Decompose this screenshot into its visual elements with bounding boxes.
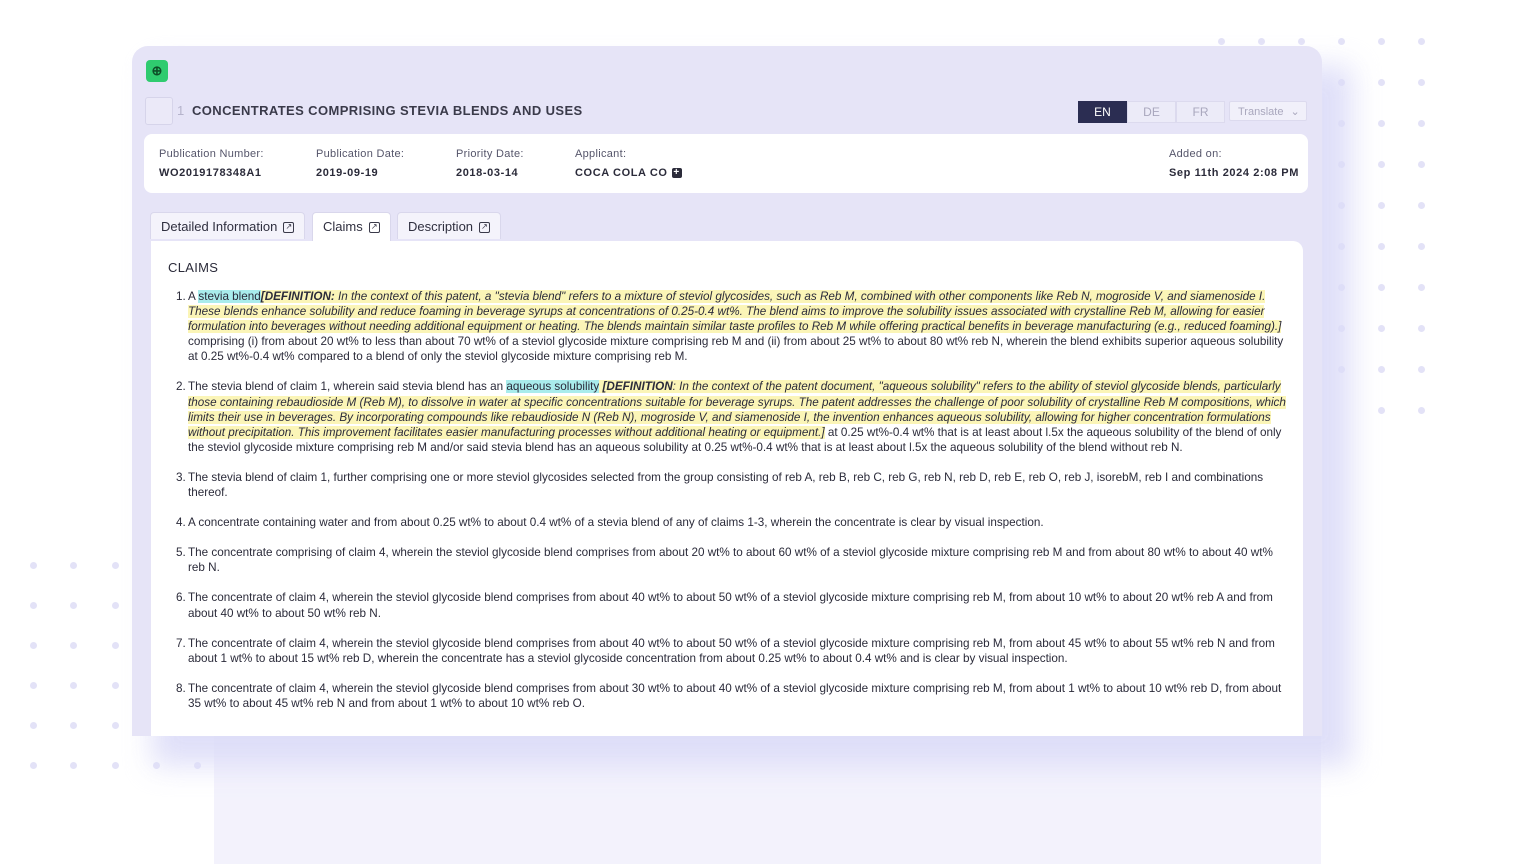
select-checkbox[interactable] — [145, 97, 173, 125]
language-en-button[interactable]: EN — [1078, 101, 1127, 123]
publication-number-field — [159, 148, 264, 179]
publication-date-field — [316, 148, 404, 179]
tab-label: Detailed Information — [161, 219, 278, 234]
definition-annotation — [188, 290, 1281, 333]
claim-item — [167, 681, 1287, 711]
claims-list — [167, 289, 1287, 726]
applicant-field — [575, 148, 682, 179]
external-link-icon: ↗ — [369, 222, 380, 233]
claim-text: A concentrate containing water and from about 0.25 wt% to about 0.4 wt% of a stevia blend of any of claims 1-3, wherein the concentrate is clear by visual inspection. — [188, 516, 1044, 530]
added-on-label: Added on: — [1169, 148, 1222, 160]
definition-text: : In the context of the patent document, "aqueous solubility" refers to the ability of steviol glycoside blends, particularly those containing rebaudioside M (Reb M), to dissolve in water at specific concentrations suitable for beverage syrups. The patent addresses the challenge of poor solubility of crystalline Reb M compositions, which limits their use in beverages. By incorporating compounds like rebaudioside N (Reb N), mogroside V, and siamenoside I, the invention enhances aqueous solubility, allowing for higher concentration formulations without precipitation. This improvement facilitates easier manufacturing processes without additional heating or equipment.] — [188, 380, 1286, 439]
claims-heading: CLAIMS — [168, 260, 219, 275]
claim-number: 6. — [176, 591, 186, 605]
priority-date-value: 2018-03-14 — [456, 167, 519, 179]
patent-card — [132, 46, 1322, 736]
highlighted-term[interactable]: stevia blend — [198, 290, 261, 303]
claim-text: The concentrate of claim 4, wherein the steviol glycoside blend comprises from about 40 wt% to about 50 wt% of a steviol glycoside mixture comprising reb M, from about 10 wt% to about 20 wt% reb A and from about 40 wt% to about 50 wt% reb N. — [188, 591, 1273, 620]
claim-number: 5. — [176, 546, 186, 560]
publication-number-label: Publication Number: — [159, 148, 264, 160]
patent-title: CONCENTRATES COMPRISING STEVIA BLENDS AND USES — [192, 103, 583, 118]
claim-number: 1. — [176, 290, 186, 303]
claim-text: The concentrate comprising of claim 4, wherein the steviol glycoside blend comprises from about 20 wt% to about 60 wt% of a steviol glycoside mixture comprising reb M and from about 80 wt% to about 40 wt% reb N. — [188, 546, 1273, 575]
applicant-label: Applicant: — [575, 148, 627, 160]
claim-number: 4. — [176, 516, 186, 530]
claim-text: The stevia blend of claim 1, further comprising one or more steviol glycosides selected from the group consisting of reb A, reb B, reb C, reb G, reb N, reb D, reb E, reb O, reb J, isorebM, reb I and combinations thereof. — [188, 470, 1264, 500]
add-applicant-icon[interactable]: + — [673, 167, 680, 179]
highlighted-term[interactable]: aqueous solubility — [506, 380, 600, 394]
publication-number-value: WO2019178348A1 — [159, 167, 262, 179]
publication-date-label: Publication Date: — [316, 148, 405, 160]
tab-claims[interactable] — [312, 212, 391, 242]
patent-info-bar — [144, 134, 1308, 193]
added-on-value: Sep 11th 2024 2:08 PM — [1169, 167, 1299, 179]
language-fr-button[interactable]: FR — [1176, 101, 1225, 123]
claim-text: A — [188, 290, 199, 303]
external-link-icon: ↗ — [479, 222, 490, 233]
claim-item — [167, 289, 1287, 364]
priority-date-label: Priority Date: — [456, 148, 524, 160]
claim-item — [167, 515, 1287, 530]
tab-label: Claims — [323, 219, 363, 234]
definition-text: In the context of this patent, a "stevia blend" refers to a mixture of steviol glycosides, such as Reb M, combined with other components like Reb N, mogroside V, and siamenoside I. These blends enhance solubility and reduce foaming in beverage syrups at concentrations of 0.25-0.4 wt%. The blend aims to improve the solubility issues associated with crystalline Reb M, allowing for easier formulation into beverages without needing additional equipment or heating. The blends maintain similar taste profiles to Reb M while offering practical benefits in beverage manufacturing (e.g., reduced foaming).] — [188, 290, 1282, 334]
tab-detailed-information[interactable] — [150, 212, 305, 239]
added-on-field — [1169, 148, 1299, 179]
claim-item — [167, 470, 1287, 500]
language-switcher — [1078, 101, 1225, 123]
claim-text: The stevia blend of claim 1, wherein said stevia blend has an — [188, 380, 507, 394]
tab-label: Description — [408, 219, 474, 234]
claim-item — [167, 545, 1287, 575]
chevron-down-icon: ⌄ — [1290, 106, 1300, 118]
claim-text: The concentrate of claim 4, wherein the steviol glycoside blend comprises from about 40 wt% to about 50 wt% of a steviol glycoside mixture comprising reb M, from about 45 wt% to about 55 wt% reb N and from about 1 wt% to about 15 wt% reb D, wherein the concentrate has a steviol glycoside concentration from about 0.25 wt% to about 0.4 wt% and is clear by visual inspection. — [188, 636, 1275, 665]
claims-panel — [151, 241, 1303, 736]
claim-number: 3. — [176, 470, 186, 484]
claim-text: at 0.25 wt%-0.4 wt% that is at least about l.5x the aqueous solubility of the blend of only the steviol glycoside mixture comprising reb M and/or said stevia blend has an aqueous solubility at 0.25 wt%-0.4 wt% that is at least about l.5x the aqueous solubility of the blend without reb N. — [188, 425, 1282, 454]
publication-date-value: 2019-09-19 — [316, 167, 379, 179]
language-de-button[interactable]: DE — [1127, 101, 1176, 123]
claim-number: 7. — [176, 636, 186, 650]
claim-number: 2. — [176, 380, 186, 394]
claim-item — [167, 636, 1287, 666]
applicant-row — [575, 167, 682, 179]
claim-item — [167, 379, 1287, 454]
definition-label: [DEFINITION — [599, 380, 673, 394]
claim-number: 8. — [176, 681, 186, 695]
translate-label: Translate — [1238, 106, 1284, 118]
tab-description[interactable] — [397, 212, 501, 239]
claim-text: The concentrate of claim 4, wherein the steviol glycoside blend comprises from about 30 wt% to about 40 wt% of a steviol glycoside mixture comprising reb M, from about 1 wt% to about 10 wt% reb D, from about 35 wt% to about 45 wt% reb N and from about 1 wt% to about 10 wt% reb O. — [188, 681, 1282, 710]
globe-icon[interactable]: ⊕ — [146, 60, 168, 82]
translate-dropdown[interactable] — [1229, 101, 1307, 121]
row-number: 1 — [177, 103, 185, 118]
external-link-icon: ↗ — [283, 222, 294, 233]
claim-item — [167, 590, 1287, 620]
applicant-value: COCA COLA CO — [575, 167, 668, 179]
definition-label: [DEFINITION: — [260, 290, 335, 303]
priority-date-field — [456, 148, 524, 179]
claim-text: comprising (i) from about 20 wt% to less than about 70 wt% of a steviol glycoside mixture comprising reb M and (ii) from about 25 wt% to about 80 wt% reb N, wherein the blend exhibits superior aqueous solubility at 0.25 wt%-0.4 wt% compared to a blend of only the steviol glycoside mixture comprising reb M. — [188, 335, 1284, 364]
